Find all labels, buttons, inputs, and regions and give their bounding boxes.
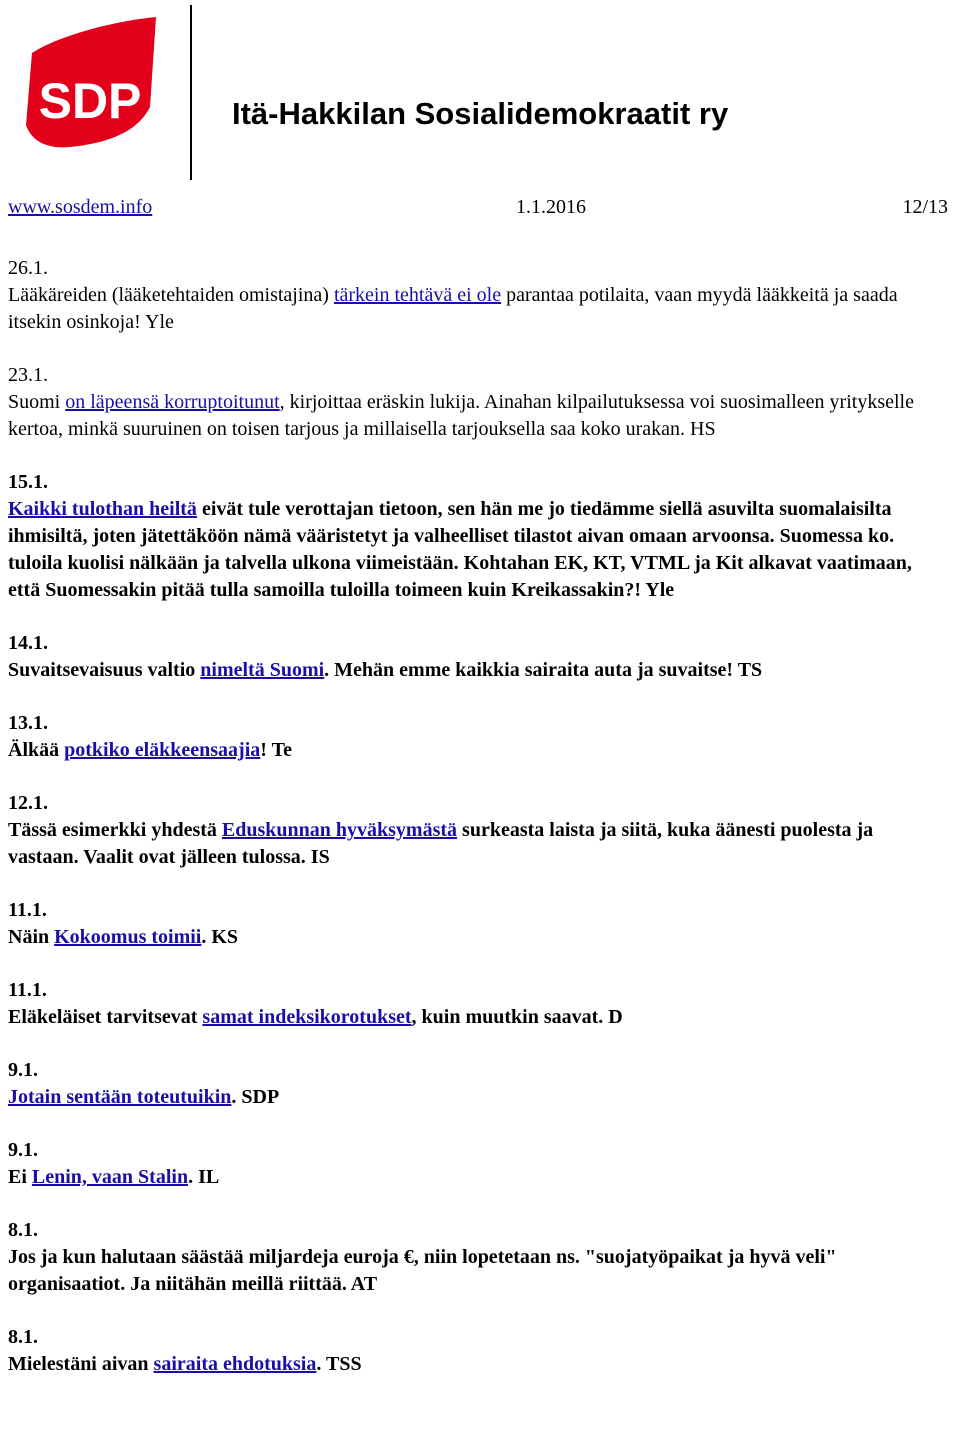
sdp-logo [20, 15, 160, 152]
news-entry [8, 897, 948, 951]
entry-date: 11.1. [8, 899, 47, 921]
entry-date: 12.1. [8, 792, 48, 814]
page-number: 12/13 [902, 196, 948, 218]
entry-link[interactable]: on läpeensä korruptoitunut [65, 391, 280, 413]
entry-text [8, 657, 948, 684]
entry-text [8, 817, 948, 871]
news-list [8, 255, 948, 1404]
entry-date: 15.1. [8, 471, 48, 493]
entry-text [8, 1244, 948, 1298]
entry-date: 9.1. [8, 1139, 38, 1161]
entry-text-segment: . KS [201, 926, 239, 948]
entry-text-segment: Suvaitsevaisuus valtio [8, 659, 201, 681]
entry-link[interactable]: tärkein tehtävä ei ole [333, 284, 502, 306]
entry-link[interactable]: Eduskunnan hyväksymästä [221, 819, 458, 841]
entry-date: 26.1. [8, 257, 48, 279]
organization-title: Itä-Hakkilan Sosialidemokraatit ry [232, 96, 729, 131]
entry-text-segment: , kuin muutkin saavat. D [411, 1006, 623, 1028]
news-entry [8, 1324, 948, 1378]
entry-link[interactable]: samat indeksikorotukset [202, 1006, 412, 1028]
entry-text-segment: Näin [8, 926, 55, 948]
entry-text-segment: Mielestäni aivan [8, 1353, 154, 1375]
entry-link[interactable]: Kokoomus toimii [54, 926, 202, 948]
news-entry [8, 710, 948, 764]
entry-text [8, 1084, 948, 1111]
entry-text [8, 496, 948, 604]
entry-date: 13.1. [8, 712, 48, 734]
entry-text-segment: surkeasta laista ja siitä, kuka äänesti puolesta ja vastaan. Vaalit ovat jälleen tulossa. IS [8, 819, 874, 868]
news-entry [8, 977, 948, 1031]
entry-text [8, 737, 948, 764]
entry-text-segment: Ei [8, 1166, 32, 1188]
document-date: 1.1.2016 [516, 196, 586, 218]
entry-text-segment: Eläkeläiset tarvitsevat [8, 1006, 203, 1028]
news-entry [8, 1137, 948, 1191]
news-entry [8, 1217, 948, 1298]
logo-text: SDP [38, 73, 142, 129]
entry-text-segment: . TSS [316, 1353, 362, 1375]
entry-text-segment: parantaa potilaita, vaan myydä lääkkeitä ja saada itsekin osinkoja! Yle [8, 284, 898, 333]
entry-link[interactable]: nimeltä Suomi [200, 659, 325, 681]
entry-date: 11.1. [8, 979, 47, 1001]
entry-text-segment: eivät tule verottajan tietoon, sen hän me jo tiedämme siellä asuvilta suomalaisilta ihmisiltä, joten jätettäköön nämä vääristetyt ja valheelliset tilastot aivan omaan arvoonsa. Suomessa ko. tuloila kuolisi nälkään ja talvella ulkona viimeistään. Kohtahan EK, KT, VTML ja Kit alkavat vaatimaan, että Suomessakin pitää tulla samoilla tuloilla toimeen kuin Kreikassakin?! Yle [8, 498, 912, 601]
news-entry [8, 255, 948, 336]
entry-link[interactable]: Kaikki tulothan heiltä [8, 498, 197, 520]
entry-text-segment: . SDP [231, 1086, 280, 1108]
entry-text [8, 924, 948, 951]
entry-text-segment: , kirjoittaa eräskin lukija. Ainahan kilpailutuksessa voi suosimalleen yritykselle kertoa, minkä suuruinen on toisen tarjous ja millaisella tarjouksella saa koko urakan. HS [8, 391, 914, 440]
entry-date: 8.1. [8, 1326, 38, 1348]
entry-link[interactable]: Lenin, vaan Stalin [31, 1166, 189, 1188]
entry-text [8, 389, 948, 443]
news-entry [8, 362, 948, 443]
news-entry [8, 630, 948, 684]
news-entry [8, 1057, 948, 1111]
header-divider [190, 5, 192, 180]
entry-text-segment: Suomi [8, 391, 66, 413]
news-entry [8, 469, 948, 604]
entry-date: 14.1. [8, 632, 48, 654]
entry-text [8, 282, 948, 336]
entry-link[interactable]: Jotain sentään toteutuikin [8, 1086, 232, 1108]
entry-date: 8.1. [8, 1219, 38, 1241]
entry-link[interactable]: potkiko eläkkeensaajia [64, 739, 261, 761]
entry-text-segment: Tässä esimerkki yhdestä [8, 819, 222, 841]
entry-text-segment: Jos ja kun halutaan säästää miljardeja euroja €, niin lopetetaan ns. "suojatyöpaikat ja hyvä veli" organisaatiot. Ja niitähän meillä riittää. AT [8, 1246, 837, 1295]
news-entry [8, 790, 948, 871]
website-link[interactable]: www.sosdem.info [8, 196, 153, 218]
entry-text [8, 1004, 948, 1031]
entry-text-segment: Älkää [8, 739, 65, 761]
entry-text [8, 1351, 948, 1378]
entry-text [8, 1164, 948, 1191]
entry-date: 9.1. [8, 1059, 38, 1081]
entry-text-segment: . IL [188, 1166, 220, 1188]
entry-date: 23.1. [8, 364, 48, 386]
entry-link[interactable]: sairaita ehdotuksia [153, 1353, 317, 1375]
entry-text-segment: . Mehän emme kaikkia sairaita auta ja suvaitse! TS [324, 659, 763, 681]
entry-text-segment: Lääkäreiden (lääketehtaiden omistajina) [8, 284, 334, 306]
entry-text-segment: ! Te [260, 739, 292, 761]
